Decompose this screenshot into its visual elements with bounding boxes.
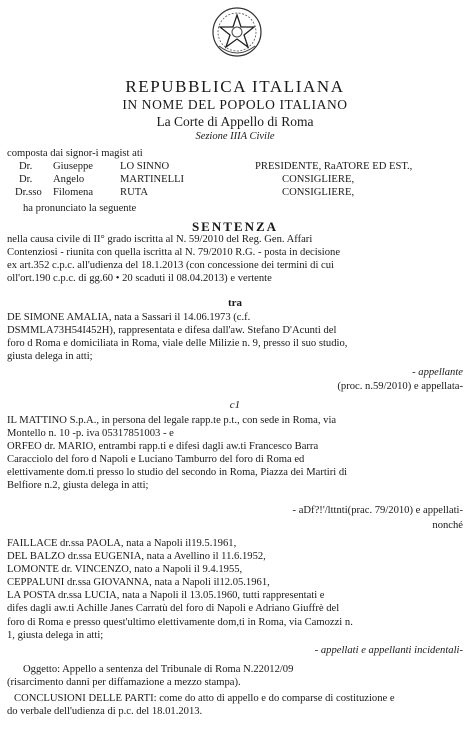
text-line: foro di Roma e presso quest'ultimo elettivamente dom,ti in Roma, via Camozzi n. — [7, 616, 353, 628]
text-line: FAILLACE dr.ssa PAOLA, nata a Napoli il19.5.1961, — [7, 538, 237, 549]
judge-title: Dr. — [19, 161, 33, 172]
oggetto-paragraph — [23, 663, 463, 676]
appellant-role-proc: (proc. n.59/2010) e appellata- — [337, 381, 463, 392]
judge-row — [7, 186, 463, 199]
judges-list — [7, 160, 463, 199]
text-line: 1, giusta delega in atti; — [7, 629, 104, 641]
oggetto-paragraph-cont — [7, 676, 463, 689]
text-line: Oggetto: Appello a sentenza del Tribunale di Roma N.22012/09 — [23, 664, 294, 675]
appellati-role: - appellati e appellanti incidentali- — [314, 645, 463, 656]
text-line: ORFEO dr. MARIO, entrambi rapp.ti e difesi dagli aw.ti Francesco Barra — [7, 441, 319, 453]
republic-emblem-icon — [211, 6, 263, 58]
text-line: Caracciolo del foro d Napoli e Luciano Tamburro del foro di Roma ed — [7, 454, 305, 466]
judge-last-name: MARTINELLI — [120, 174, 185, 185]
sentenza-title: SENTENZA — [191, 219, 279, 234]
text-line: difes dagli aw.ti Achille Janes Carratù del foro di Napoli e Adriano Giuffrè del — [7, 603, 340, 615]
conclusioni-paragraph-cont — [7, 705, 463, 718]
text-line: foro d Roma e domiciliata in Roma, viale delle Milizie n. 9, presso il suo studio, — [7, 338, 348, 350]
party-appellant — [7, 311, 463, 363]
text-line: CEPPALUNI dr.ssa GIOVANNA, nata a Napoli il12.05.1961, — [7, 577, 270, 589]
text-line: oll'ort.190 c.p.c. di gg.60 • 20 scaduti il 08.04.2013) e vertente — [7, 273, 272, 285]
nonche-label: nonché — [432, 520, 463, 531]
composition-intro: composta dai signor-i magist ati — [7, 148, 143, 159]
judge-last-name: LO SINNO — [120, 161, 170, 172]
contro-label: c1 — [229, 399, 241, 411]
judge-first-name: Giuseppe — [53, 161, 94, 172]
text-line: ex art.352 c.p.c. all'udienza del 18.1.2013 (con concessione dei termini di cui — [7, 260, 334, 272]
pronounced-line: ha pronunciato la seguente — [23, 203, 137, 214]
text-line: giusta delega in atti; — [7, 351, 93, 363]
text-line: nella causa civile di II° grado iscritta al N. 59/2010 del Reg. Gen. Affari — [7, 234, 313, 245]
text-line: DSMMLA73H54I452H), rappresentata e difesa dall'aw. Stefano D'Acunti del — [7, 325, 337, 337]
text-line: LA POSTA dr.ssa LUCIA, nata a Napoli il 13.05.1960, tutti rappresentati e — [7, 590, 325, 602]
il-mattino-role: - aDf?!'/lttnti(prac. 79/2010) e appellati- — [292, 505, 463, 516]
republic-heading: REPUBBLICA ITALIANA — [125, 77, 345, 96]
judge-role: CONSIGLIERE, — [282, 187, 355, 198]
appellant-role: - appellante — [412, 367, 463, 378]
intro-paragraph — [7, 233, 463, 285]
text-line: DE SIMONE AMALIA, nata a Sassari il 14.06.1973 (c.f. — [7, 312, 251, 323]
text-line: LOMONTE dr. VINCENZO, nato a Napoli il 9.4.1955, — [7, 564, 243, 576]
tra-label: tra — [227, 297, 243, 309]
party-il-mattino — [7, 414, 463, 493]
judge-first-name: Angelo — [53, 174, 85, 185]
text-line: (risarcimento danni per diffamazione a mezzo stampa). — [7, 677, 241, 688]
text-line: Montello n. 10 -p. iva 05317851003 - e — [7, 428, 174, 440]
judge-row — [7, 173, 463, 186]
conclusioni-paragraph — [14, 692, 463, 705]
text-line: CONCLUSIONI DELLE PARTI: come do atto di appello e do comparse di costituzione e — [14, 693, 395, 704]
judge-role: PRESIDENTE, RaATORE ED EST., — [255, 161, 413, 172]
judge-row — [7, 160, 463, 173]
judge-last-name: RUTA — [120, 187, 148, 198]
judge-title: Dr.sso — [15, 187, 42, 198]
party-appellati — [7, 537, 463, 642]
text-line: elettivamente dom.ti presso lo studio del secondo in Roma, Piazza dei Martiri di — [7, 467, 348, 479]
judge-title: Dr. — [19, 174, 33, 185]
text-line: do verbale dell'udienza di p.c. del 18.01.2013. — [7, 706, 203, 717]
judge-role: CONSIGLIERE, — [282, 174, 355, 185]
in-nome-heading: IN NOME DEL POPOLO ITALIANO — [122, 97, 348, 112]
text-line: Belfiore n.2, giusta delega in atti; — [7, 480, 149, 492]
section-heading: Sezione IIIA Civile — [195, 131, 275, 142]
text-line: IL MATTINO S.p.A., in persona del legale rapp.te p.t., con sede in Roma, via — [7, 415, 337, 426]
judge-first-name: Filomena — [53, 187, 94, 198]
court-heading: La Corte di Appello di Roma — [156, 114, 314, 129]
text-line: DEL BALZO dr.ssa EUGENIA, nata a Avellino il 11.6.1952, — [7, 551, 266, 563]
text-line: Contenziosi - riunita con quella iscritta al N. 79/2010 R.G. - posta in decisione — [7, 247, 341, 259]
